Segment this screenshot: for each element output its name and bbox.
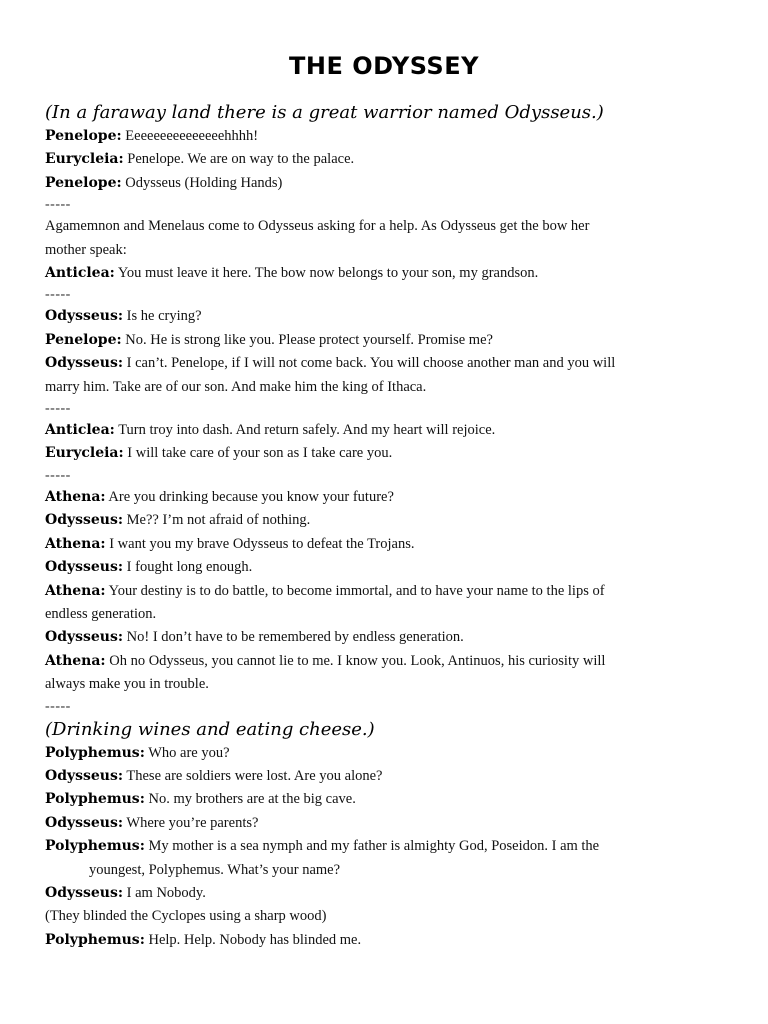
- narrative-line: marry him. Take are of our son. And make him the king of Ithaca.: [45, 378, 427, 395]
- speaker-name: Eurycleia:: [45, 151, 124, 168]
- dialogue-text: No. my brothers are at the big cave.: [144, 791, 356, 808]
- stage-direction: (Drinking wines and eating cheese.): [45, 718, 375, 740]
- speaker-name: Odysseus:: [45, 355, 124, 372]
- dialogue-text: Turn troy into dash. And return safely. And my heart will rejoice.: [114, 422, 496, 439]
- dialogue-text: I want you my brave Odysseus to defeat the Trojans.: [105, 535, 415, 552]
- speaker-name: Odysseus:: [45, 767, 124, 784]
- dialogue-text: Where you’re parents?: [123, 814, 259, 831]
- dialogue-text: My mother is a sea nymph and my father is almighty God, Poseidon. I am the: [144, 838, 600, 855]
- dialogue-line: [45, 556, 725, 579]
- dialogue-text: I can’t. Penelope, if I will not come back. You will choose another man and you will: [123, 355, 616, 372]
- dialogue-line: [45, 929, 725, 952]
- speaker-name: Odysseus:: [45, 629, 124, 646]
- dialogue-line: [45, 742, 725, 765]
- dialogue-text: Are you drinking because you know your future?: [105, 488, 394, 505]
- dialogue-line: [45, 125, 725, 148]
- speaker-name: Odysseus:: [45, 308, 124, 325]
- scene-separator: -----: [45, 287, 71, 303]
- narrative-line: mother speak:: [45, 241, 127, 258]
- scene-separator: -----: [45, 401, 71, 417]
- speaker-name: Odysseus:: [45, 884, 124, 901]
- dialogue-text: Eeeeeeeeeeeeeeehhhh!: [121, 128, 259, 144]
- scene-separator: -----: [45, 467, 71, 483]
- dialogue-text: I will take care of your son as I take care you.: [123, 445, 393, 462]
- speaker-name: Polyphemus:: [45, 791, 145, 808]
- speaker-name: Athena:: [45, 535, 106, 552]
- dialogue-line: [45, 486, 725, 509]
- stage-direction: (In a faraway land there is a great warrior named Odysseus.): [45, 102, 604, 123]
- speaker-name: Odysseus:: [45, 814, 124, 831]
- speaker-name: Penelope:: [45, 174, 122, 191]
- dialogue-line: [45, 812, 725, 835]
- dialogue-text: These are soldiers were lost. Are you alone?: [123, 767, 383, 784]
- speaker-name: Athena:: [45, 488, 106, 505]
- dialogue-line: [45, 765, 725, 788]
- dialogue-text: Penelope. We are on way to the palace.: [123, 151, 355, 168]
- dialogue-line: [45, 650, 725, 673]
- narrative-line: endless generation.: [45, 605, 157, 622]
- script-body: [45, 100, 725, 952]
- dialogue-text: I fought long enough.: [123, 559, 253, 576]
- speaker-name: Penelope:: [45, 331, 122, 348]
- dialogue-text: Who are you?: [144, 744, 230, 761]
- dialogue-text: Oh no Odysseus, you cannot lie to me. I know you. Look, Antinuos, his curiosity will: [105, 652, 606, 669]
- speaker-name: Polyphemus:: [45, 838, 145, 855]
- scene-separator: -----: [45, 698, 71, 714]
- dialogue-text: Odysseus (Holding Hands): [121, 174, 283, 191]
- dialogue-continuation: youngest, Polyphemus. What’s your name?: [89, 861, 341, 878]
- dialogue-line: [45, 788, 725, 811]
- dialogue-text: Is he crying?: [123, 308, 202, 325]
- dialogue-line: [45, 882, 725, 905]
- speaker-name: Athena:: [45, 582, 106, 599]
- scene-separator: -----: [45, 197, 71, 213]
- page-title: THE ODYSSEY: [289, 52, 479, 80]
- speaker-name: Anticlea:: [45, 422, 115, 439]
- dialogue-line: [45, 419, 725, 442]
- dialogue-line: [45, 442, 725, 465]
- dialogue-line: [45, 533, 725, 556]
- dialogue-text: No! I don’t have to be remembered by endless generation.: [123, 629, 464, 646]
- dialogue-line: [45, 172, 725, 195]
- dialogue-text: I am Nobody.: [123, 884, 206, 901]
- dialogue-text: Help. Help. Nobody has blinded me.: [144, 931, 362, 948]
- narrative-line: Agamemnon and Menelaus come to Odysseus asking for a help. As Odysseus get the bow her: [45, 218, 590, 235]
- dialogue-line: [45, 509, 725, 532]
- dialogue-text: You must leave it here. The bow now belongs to your son, my grandson.: [114, 265, 539, 282]
- dialogue-line: [45, 329, 725, 352]
- narrative-line: always make you in trouble.: [45, 676, 209, 693]
- speaker-name: Anticlea:: [45, 265, 115, 282]
- dialogue-line: [45, 262, 725, 285]
- dialogue-text: Your destiny is to do battle, to become immortal, and to have your name to the lips of: [105, 582, 605, 599]
- speaker-name: Odysseus:: [45, 559, 124, 576]
- dialogue-text: No. He is strong like you. Please protect yourself. Promise me?: [121, 331, 493, 348]
- speaker-name: Polyphemus:: [45, 931, 145, 948]
- dialogue-line: [45, 626, 725, 649]
- speaker-name: Odysseus:: [45, 512, 124, 529]
- action-note: (They blinded the Cyclopes using a sharp wood): [45, 908, 327, 925]
- dialogue-line: [45, 580, 725, 603]
- dialogue-line: [45, 305, 725, 328]
- dialogue-line: [45, 148, 725, 171]
- dialogue-line: [45, 835, 725, 858]
- dialogue-text: Me?? I’m not afraid of nothing.: [123, 512, 311, 529]
- speaker-name: Penelope:: [45, 128, 122, 144]
- speaker-name: Athena:: [45, 652, 106, 669]
- speaker-name: Eurycleia:: [45, 445, 124, 462]
- speaker-name: Polyphemus:: [45, 744, 145, 761]
- dialogue-line: [45, 352, 725, 375]
